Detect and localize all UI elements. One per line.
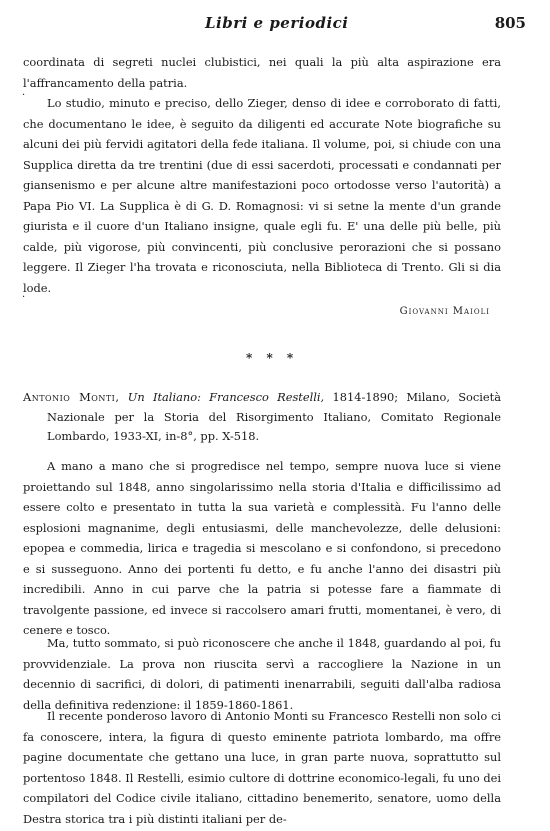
paragraph-review-body — [23, 706, 501, 829]
paragraph: coordinata di segreti nuclei clubistici, nei quali la più alta aspirazione era l'affrancamento della patria. — [23, 55, 501, 90]
reviewer-signature: Giovanni Maioli — [399, 306, 490, 317]
ink-speck: · — [22, 90, 26, 101]
running-title: Libri e periodici — [205, 14, 349, 32]
citation-details: 1814-1890; Milano, Società Nazionale per la Storia del Risorgimento Italiano, Comitato Regionale Lombardo, 1933-XI, in-8°, pp. X-518. — [47, 390, 502, 443]
bibliographic-citation — [23, 388, 501, 447]
paragraph-continuation — [23, 52, 501, 93]
citation-title: Un Italiano: Francesco Restelli, — [127, 390, 325, 404]
paragraph: Ma, tutto sommato, si può riconoscere che anche il 1848, guardando al poi, fu provvidenziale. La prova non riuscita servì a raccogliere la Nazione in un decennio di sacrifici, di dolori, di patimenti inenarrabili, seguiti dall'alba radiosa della definitiva redenzione: il 1859-1860-1861. — [23, 636, 501, 712]
citation-author: Antonio Monti, — [23, 390, 120, 404]
ink-speck: · — [22, 292, 26, 303]
page-number: 805 — [494, 14, 526, 32]
paragraph-review-conclusion — [23, 93, 501, 298]
paragraph: Lo studio, minuto e preciso, dello Zieger, denso di idee e corroborato di fatti, che documentano le idee, è seguito da diligenti ed accurate Note biografiche su alcuni dei più fervidi agitatori della fede italiana. Il volume, poi, si chiude con una Supplica diretta da tre trentini (due di essi sacerdoti, processati e condannati per giansenismo e per alcune altre manifestazioni poco ortodosse verso l'autorità) a Papa Pio VI. La Supplica è di G. D. Romagnosi: vi si setne la mente d'un grande giurista e il cuore d'un Italiano insigne, quale egli fu. E' una delle più belle, più calde, più vigorose, più convincenti, più conclusive perorazioni che si possano leggere. Il Zieger l'ha trovata e riconosciuta, nella Biblioteca di Trento. Gli si dia lode. — [23, 96, 501, 295]
paragraph: Il recente ponderoso lavoro di Antonio Monti su Francesco Restelli non solo ci fa conoscere, intera, la figura di questo eminente patriota lombardo, ma offre pagine documentate che gettano una luce, in gran parte nuova, soprattutto sul portentoso 1848. Il Restelli, esimio cultore di dottrine economico-legali, fu uno dei compilatori del Codice civile italiano, cittadino benemerito, senatore, uomo della Destra storica tra i più distinti italiani per de- — [23, 709, 501, 826]
paragraph-review-body — [23, 633, 501, 715]
paragraph-review-body — [23, 456, 501, 641]
running-header — [0, 14, 550, 36]
paragraph: A mano a mano che si progredisce nel tempo, sempre nuova luce si viene proiettando sul 1848, anno singolarissimo nella storia d'Italia e difficilissimo ad essere colto e presentato in tutta la sua varietà e complessità. Fu l'anno delle esplosioni magnanime, degli entusiasmi, delle manchevolezze, delle delusioni: epopea e commedia, lirica e tragedia si mescolano e si confondono, si precedono e si susseguono. Anno dei portenti fu detto, e fu anche l'anno dei disastri più incredibili. Anno in cui parve che la patria si potesse fare a fiammate di travolgente passione, ed invece si raccolsero amari frutti, momentanei, è vero, di cenere e tosco. — [23, 459, 501, 637]
section-separator: * * * — [246, 351, 299, 365]
